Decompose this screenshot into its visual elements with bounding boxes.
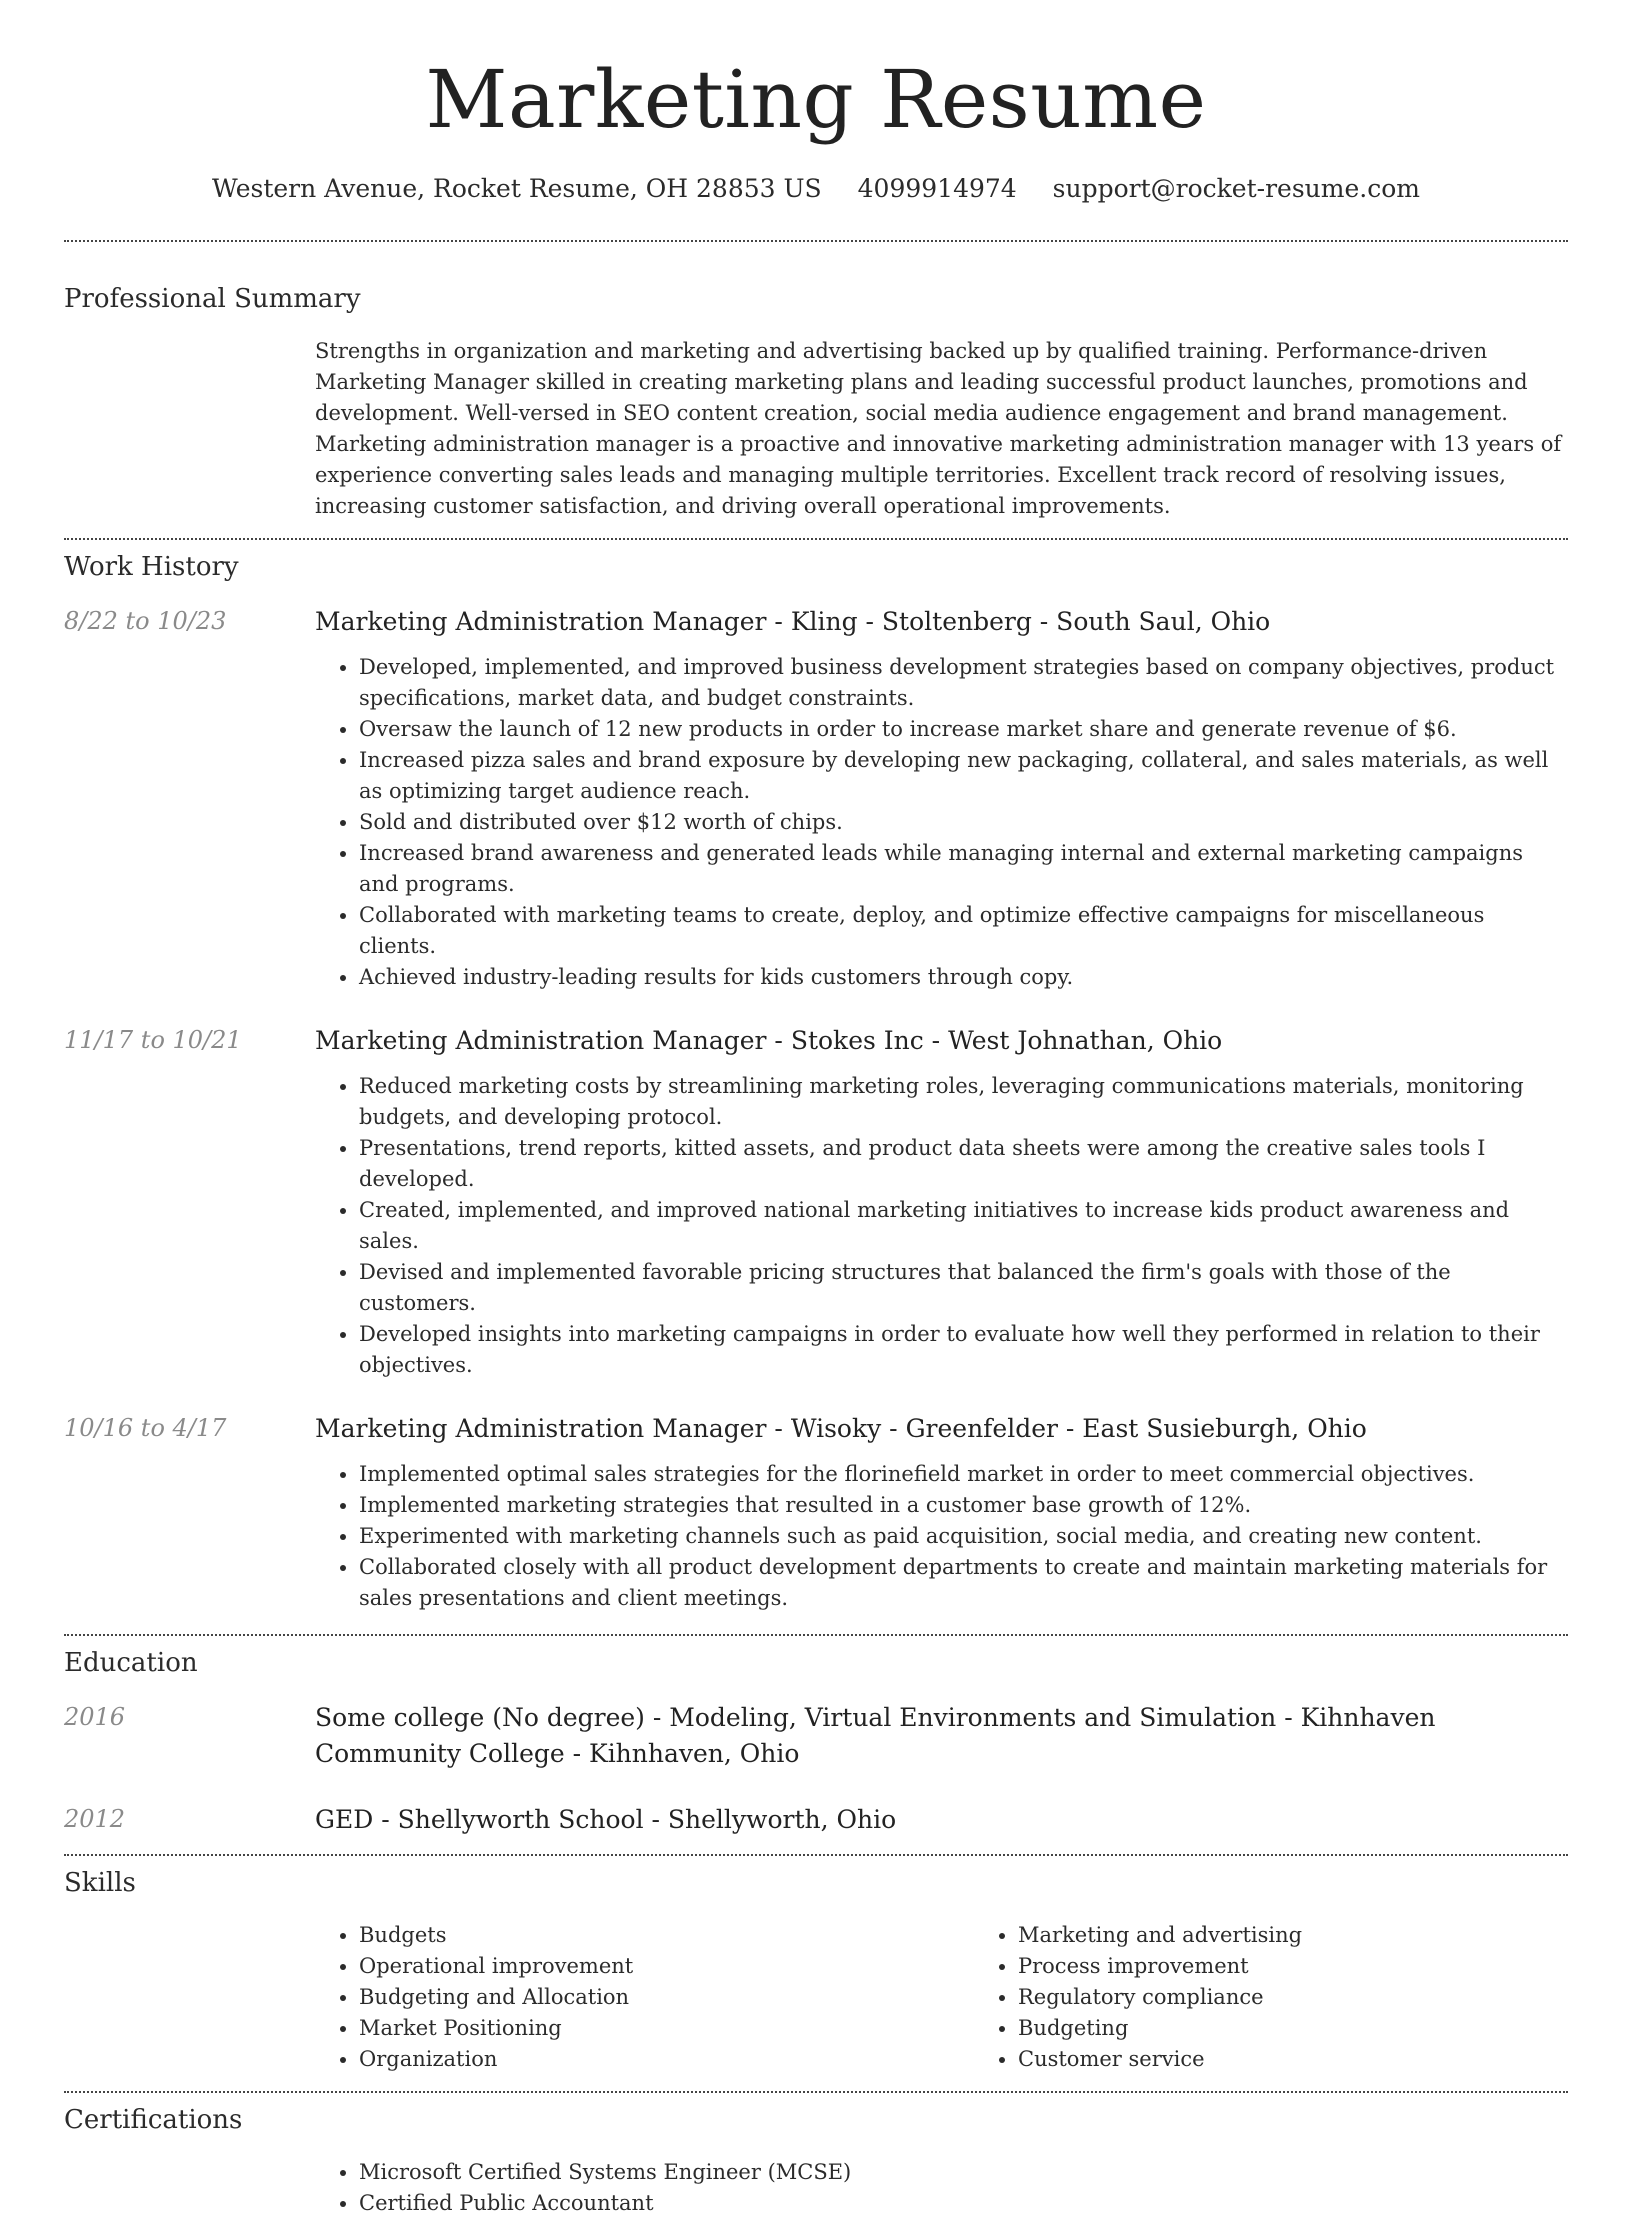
summary-title: Professional Summary [64, 284, 361, 314]
education-section [64, 1636, 1568, 1838]
certifications-title: Certifications [64, 2105, 243, 2135]
job-bullet: • Developed insights into marketing campaigns in order to evaluate how well they performed in relation to their objectives. [359, 1319, 1568, 1381]
job-bullet: • Developed, implemented, and improved business development strategies based on company objectives, product specifications, market data, and budget constraints. [359, 652, 1568, 714]
job-heading: Marketing Administration Manager - Kling - Stoltenberg - South Saul, Ohio [315, 607, 1271, 636]
skills-title: Skills [64, 1868, 136, 1898]
skills-section [64, 1856, 1568, 2075]
contact-address: Western Avenue, Rocket Resume, OH 28853 US [212, 174, 822, 203]
summary-section [64, 242, 1568, 522]
job-bullet: • Sold and distributed over $12 worth of chips. [359, 807, 1568, 838]
education-entry [64, 1700, 1568, 1772]
certification-item: • Certified Public Accountant [359, 2188, 1568, 2219]
work-history-section [64, 540, 1568, 1614]
skill-item: • Budgeting [1018, 2013, 1632, 2044]
education-heading: Some college (No degree) - Modeling, Virtual Environments and Simulation - Kihnhaven Community College - Kihnhaven, Ohio [315, 1703, 1436, 1768]
work-history-title: Work History [64, 552, 239, 582]
skill-item: • Process improvement [1018, 1951, 1632, 1982]
resume-page [64, 0, 1568, 2219]
education-year: 2016 [64, 1703, 126, 1731]
job-bullet: • Devised and implemented favorable pricing structures that balanced the firm's goals with those of the customers. [359, 1257, 1568, 1319]
skills-list-right [974, 1920, 1632, 2075]
certification-item: • Microsoft Certified Systems Engineer (MCSE) [359, 2157, 1568, 2188]
job-bullets [315, 1071, 1568, 1381]
job-dates: 8/22 to 10/23 [64, 607, 227, 635]
contact-email: support@rocket-resume.com [1052, 174, 1420, 203]
job-bullet: • Presentations, trend reports, kitted assets, and product data sheets were among the creative sales tools I developed. [359, 1133, 1568, 1195]
job-bullet: • Implemented marketing strategies that resulted in a customer base growth of 12%. [359, 1490, 1568, 1521]
education-year: 2012 [64, 1805, 126, 1833]
skill-item: • Marketing and advertising [1018, 1920, 1632, 1951]
resume-header [64, 0, 1568, 206]
job-bullet: • Achieved industry-leading results for kids customers through copy. [359, 962, 1568, 993]
job-bullets [315, 1459, 1568, 1614]
contact-phone: 4099914974 [857, 174, 1017, 203]
job-entry [64, 1411, 1568, 1614]
job-heading: Marketing Administration Manager - Stokes Inc - West Johnathan, Ohio [315, 1026, 1223, 1055]
candidate-name: Marketing Resume [425, 53, 1207, 146]
certifications-list [315, 2157, 1568, 2219]
job-bullet: • Oversaw the launch of 12 new products in order to increase market share and generate revenue of $6. [359, 714, 1568, 745]
skill-item: • Customer service [1018, 2044, 1632, 2075]
job-bullet: • Experimented with marketing channels such as paid acquisition, social media, and creating new content. [359, 1521, 1568, 1552]
job-bullets [315, 652, 1568, 993]
skill-item: • Operational improvement [359, 1951, 974, 1982]
job-bullet: • Reduced marketing costs by streamlining marketing roles, leveraging communications materials, monitoring budgets, and developing protocol. [359, 1071, 1568, 1133]
skill-item: • Budgets [359, 1920, 974, 1951]
job-bullet: • Collaborated closely with all product development departments to create and maintain marketing materials for sales presentations and client meetings. [359, 1552, 1568, 1614]
job-bullet: • Increased brand awareness and generated leads while managing internal and external marketing campaigns and programs. [359, 838, 1568, 900]
skill-item: • Organization [359, 2044, 974, 2075]
job-heading: Marketing Administration Manager - Wisoky - Greenfelder - East Susieburgh, Ohio [315, 1414, 1367, 1443]
skill-item: • Market Positioning [359, 2013, 974, 2044]
job-bullet: • Implemented optimal sales strategies for the florinefield market in order to meet commercial objectives. [359, 1459, 1568, 1490]
job-dates: 10/16 to 4/17 [64, 1414, 227, 1442]
education-heading: GED - Shellyworth School - Shellyworth, Ohio [315, 1805, 897, 1834]
job-dates: 11/17 to 10/21 [64, 1026, 242, 1054]
job-entry [64, 604, 1568, 993]
job-bullet: • Created, implemented, and improved national marketing initiatives to increase kids product awareness and sales. [359, 1195, 1568, 1257]
skill-item: • Regulatory compliance [1018, 1982, 1632, 2013]
education-entry [64, 1802, 1568, 1838]
skill-item: • Budgeting and Allocation [359, 1982, 974, 2013]
job-entry [64, 1023, 1568, 1381]
job-bullet: • Increased pizza sales and brand exposure by developing new packaging, collateral, and sales materials, as well as optimizing target audience reach. [359, 745, 1568, 807]
skills-list-left [315, 1920, 974, 2075]
summary-text: Strengths in organization and marketing and advertising backed up by qualified training. Performance-driven Marketing Manager skilled in creating marketing plans and leading successful product launches, promotions and development. Well-versed in SEO content creation, social media audience engagement and brand management. Marketing administration manager is a proactive and innovative marketing administration manager with 13 years of experience converting sales leads and managing multiple territories. Excellent track record of resolving issues, increasing customer satisfaction, and driving overall operational improvements. [315, 339, 1562, 518]
job-bullet: • Collaborated with marketing teams to create, deploy, and optimize effective campaigns for miscellaneous clients. [359, 900, 1568, 962]
contact-line [64, 172, 1568, 206]
education-title: Education [64, 1648, 198, 1678]
